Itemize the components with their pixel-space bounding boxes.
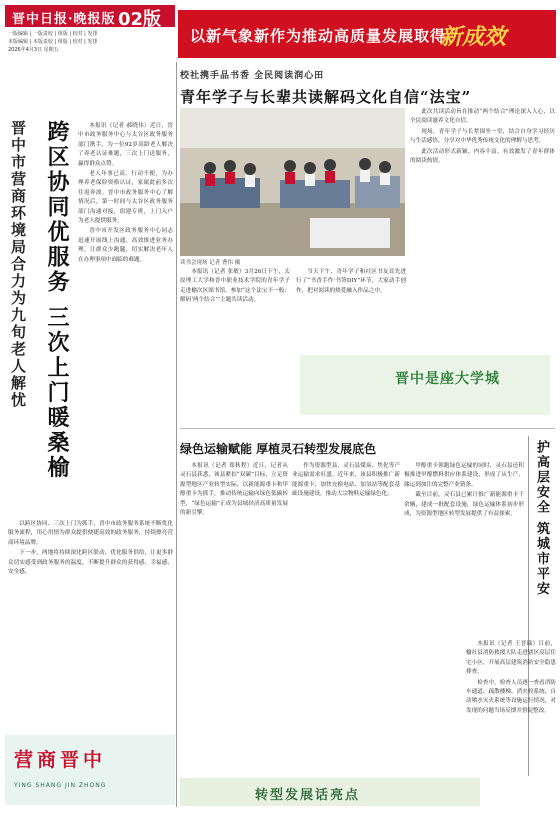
section-divider <box>180 428 555 429</box>
masthead-info-line: 一版编辑 | 一版责校 | 组版 | 校对 | 发排 <box>8 31 98 37</box>
middle-article-title: 绿色运输赋能 厚植灵石转型发展底色 <box>180 442 377 456</box>
paragraph: 作为资源型县，灵石县煤炭、焦化等产业运输需求旺盛。近年来，该县积极推广新能源重卡，加快充换电站、加氢站等配套基础设施建设，推动大宗物料运输绿色化。 <box>292 463 400 498</box>
paragraph: 甲醇重卡领跑绿色运输的同时，灵石县还积极推进甲醇燃料供应体系建设，形成了从生产、储运到加注的完整产业链条。 <box>404 463 524 488</box>
section-banner-subtitle: YING SHANG JIN ZHONG <box>14 782 107 789</box>
paragraph: 此次活动形式新颖、内容丰富，有效激发了青年群体的阅读热情。 <box>410 148 555 165</box>
paragraph: 当天下午，青年学子和社区书友首先进行了“书香手作·书签DIY”环节，大家动手创作，把对阅读的热爱融入作品之中。 <box>296 269 406 294</box>
section-banner-title: 营商晋中 <box>14 749 107 771</box>
paragraph: 以跨区协同、三次上门为抓手，晋中市政务服务系统不断优化服务流程，用心用情为群众提供便捷高效的政务服务，持续擦亮营商环境品牌。 <box>8 521 173 546</box>
middle-article-col3 <box>404 462 524 520</box>
masthead-info <box>8 30 178 54</box>
paragraph: 晋中市开发区政务服务中心同志迅速开展线上沟通，高效推进业务办理，让群众少跑腿，切实解决老年人在办理事项中面临的难题。 <box>78 228 173 263</box>
date-line: 2026年4月3日 星期五 <box>8 47 59 53</box>
paragraph: 下一步，两地将持续深化跨区联动，优化服务供给，让更多群众切实感受到政务服务的温度，不断提升群众的获得感、幸福感、安全感。 <box>8 550 173 576</box>
paragraph: 截至目前，灵石县已累计推广新能源重卡千余辆，建成一批配套设施，绿色运输体系初步形成，为资源型地区转型发展提供了有益探索。 <box>404 492 524 518</box>
paragraph: 本报讯（记者 郝晓伟）近日，晋中市政务服务中心与太谷区政务服务部门携手，为一位92岁高龄老人解决了养老认证难题，三次上门送服务，赢得群众点赞。 <box>78 123 173 167</box>
left-article-body <box>78 122 173 266</box>
column-divider <box>528 436 529 776</box>
reading-event-photo <box>180 108 405 256</box>
paragraph: 老人年事已高、行动不便，为办理养老保险资格认证，家属此前多次往返奔波。晋中市政务服务中心了解情况后，第一时间与太谷区政务服务部门沟通对接，组建专班，上门入户为老人提供服务。 <box>78 171 173 225</box>
middle-article-col2 <box>292 462 400 501</box>
paragraph: 检查中，检查人员逐一查看消防车通道、疏散楼梯、消火栓系统、自动喷水灭火系统等设施运行情况，对发现的问题当场反馈并督促整改。 <box>466 679 556 714</box>
column-divider <box>176 62 177 807</box>
middle-article-col1 <box>180 462 288 519</box>
top-article-body-right <box>410 108 555 167</box>
left-headline-main: 跨区协同优服务 三次上门暖桑榆 <box>44 120 70 481</box>
paper-name: 晋中日报·晚报版 <box>12 12 116 27</box>
top-article-body-left <box>180 268 290 307</box>
slogan-accent: 新成效 <box>440 24 507 50</box>
left-article-body-lower <box>8 520 173 578</box>
masthead-info-line: 本版编辑 | 本版责校 | 组版 | 校对 | 发排 <box>8 39 98 45</box>
page-number: 02版 <box>118 9 162 30</box>
paragraph: 本报讯（记者 郑秋程）近日，记者从灵石县获悉，该县紧扣“双碳”目标，立足资源型地区产业转型实际，以新能源重卡和甲醇重卡为抓手，推动传统运输向绿色低碳转型，“绿色运输”正成为县域经济高质量发展的新引擎。 <box>180 463 288 517</box>
paragraph: 本报讯（记者 王晋瑞）目前，榆社县消防救援大队走进辖区高层住宅小区，开展高层建筑消防安全隐患排查。 <box>466 641 556 676</box>
top-article-body-mid <box>296 268 406 297</box>
paragraph: 本报讯（记者 张敏）3月26日下午，太原理工大学和晋中职业技术学院的青年学子走进榆次区图书馆，参加“这个法宝不一般：解码‘两个结合’”主题共读活动。 <box>180 269 290 304</box>
left-headline-sub: 晋中市营商环境局合力为九旬老人解忧 <box>9 120 27 409</box>
slogan-text: 以新气象新作为推动高质量发展取得 <box>190 27 447 45</box>
university-city-title: 晋中是座大学城 <box>395 371 500 387</box>
paragraph: 此次共读活动旨在推动“两个结合”理论深入人心，以全民阅读滋养文化自信。 <box>410 109 555 125</box>
top-article-title: 青年学子与长辈共读解码文化自信“法宝” <box>180 88 472 106</box>
top-article-kicker: 校社携手品书香 全民阅读润心田 <box>180 71 325 81</box>
bottom-banner-text: 转型发展话亮点 <box>255 788 361 803</box>
photo-illustration <box>180 108 405 256</box>
paragraph: 现场，青年学子与长辈围坐一堂，结合自身学习经历与生活感悟，分享对中华优秀传统文化的理解与思考。 <box>410 128 555 145</box>
right-article-headline: 护高层安全 筑城市平安 <box>534 440 549 597</box>
right-article-body <box>466 640 556 717</box>
photo-caption: 读书会现场 记者 曹伟 摄 <box>180 260 241 266</box>
